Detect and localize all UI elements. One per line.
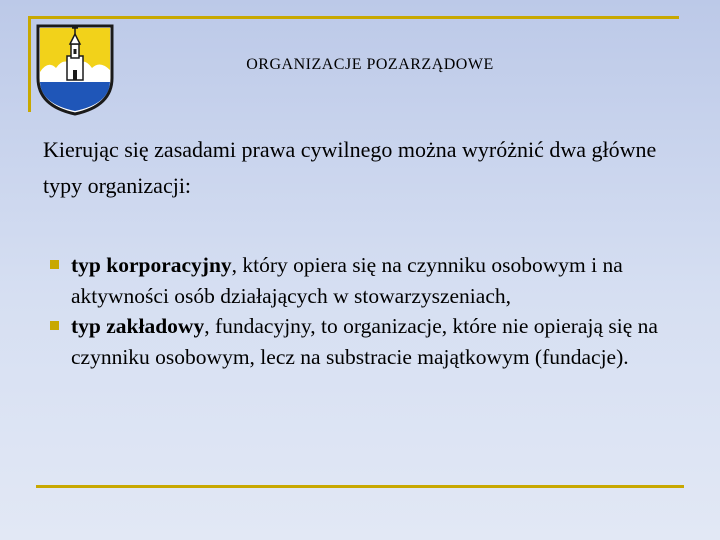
list-item — [50, 250, 690, 311]
coat-of-arms-icon — [34, 20, 116, 116]
item-bold-term: typ zakładowy — [71, 314, 205, 338]
bullet-list — [50, 250, 690, 372]
item-text: , który opiera się na czynniku osobowym i na aktywności osób działających w stowarzyszeniach, — [71, 253, 623, 308]
list-item — [50, 311, 690, 372]
bottom-rule — [36, 485, 684, 488]
item-text: , fundacyjny, to organizacje, które nie opierają się na czynniku osobowym, lecz na substracie majątkowym (fundacje). — [71, 314, 658, 369]
intro-text: Kierując się zasadami prawa cywilnego można wyróżnić dwa główne typy organizacji: — [43, 137, 657, 198]
left-rule — [28, 16, 31, 112]
item-bold-term: typ korporacyjny — [71, 253, 232, 277]
square-bullet-icon — [50, 321, 59, 330]
top-rule — [28, 16, 679, 19]
square-bullet-icon — [50, 260, 59, 269]
slide-title: ORGANIZACJE POZARZĄDOWE — [246, 56, 494, 73]
